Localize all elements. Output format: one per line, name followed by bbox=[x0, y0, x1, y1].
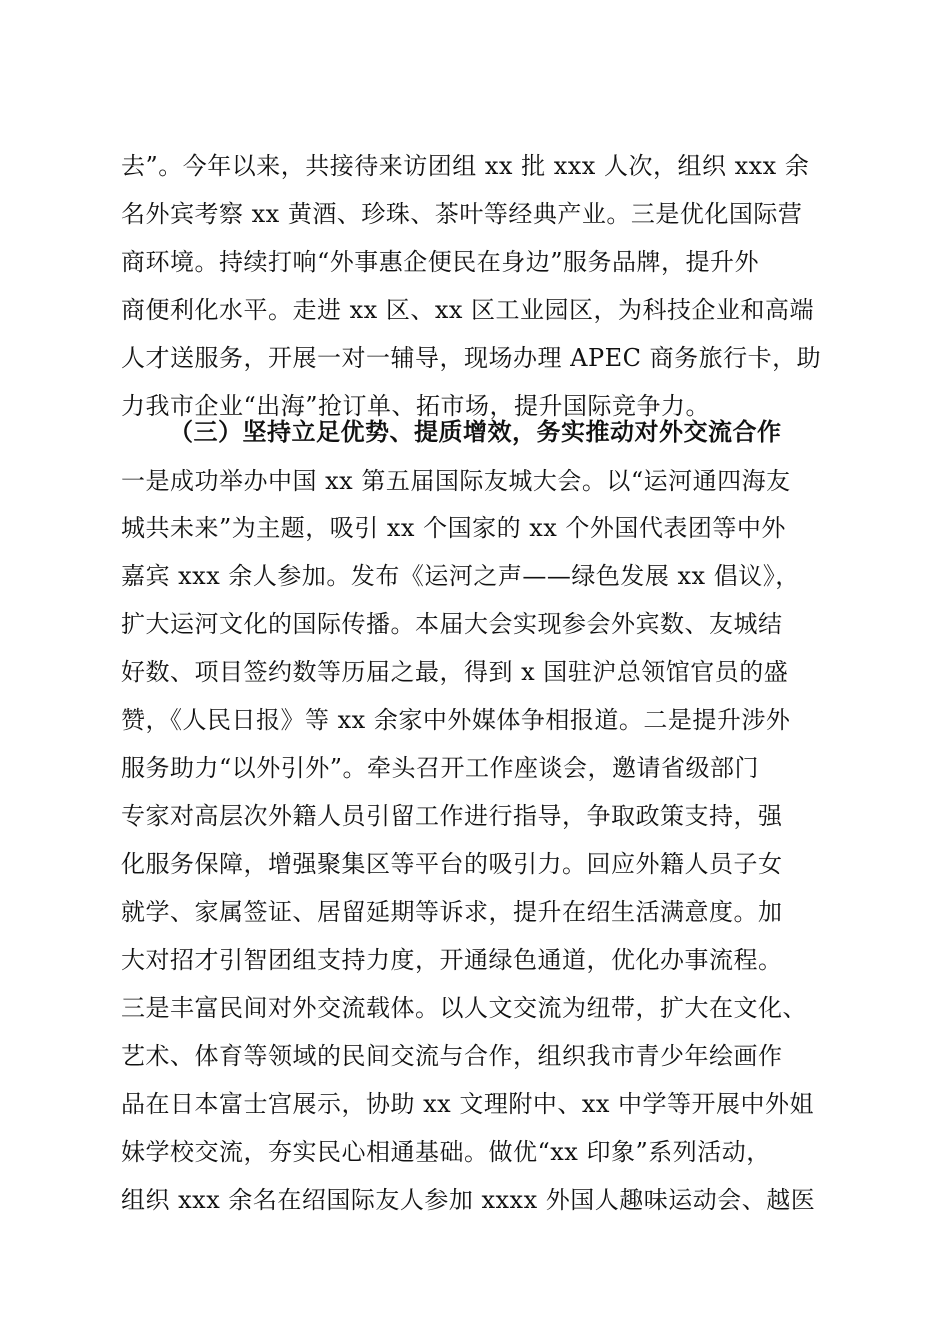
text-line: 力我市企业“出海”抢订单、拓市场，提升国际竞争力。 bbox=[121, 392, 711, 420]
text-line: 服务助力“以外引外”。牵头召开工作座谈会，邀请省级部门 bbox=[121, 754, 760, 782]
text-line: 一是成功举办中国 xx 第五届国际友城大会。以“运河通四海友 bbox=[121, 467, 791, 495]
text-line: 人才送服务，开展一对一辅导，现场办理 APEC 商务旅行卡，助 bbox=[121, 344, 822, 372]
text-line: 化服务保障，增强聚集区等平台的吸引力。回应外籍人员子女 bbox=[121, 850, 783, 878]
text-line: 名外宾考察 xx 黄酒、珍珠、茶叶等经典产业。三是优化国际营 bbox=[121, 200, 803, 228]
text-line: 扩大运河文化的国际传播。本届大会实现参会外宾数、友城结 bbox=[121, 610, 783, 638]
text-line: 专家对高层次外籍人员引留工作进行指导，争取政策支持，强 bbox=[121, 802, 783, 830]
text-line: 嘉宾 xxx 余人参加。发布《运河之声——绿色发展 xx 倡议》， bbox=[121, 562, 800, 590]
text-line: 商便利化水平。走进 xx 区、xx 区工业园区，为科技企业和高端 bbox=[121, 296, 815, 324]
text-line: 去”。今年以来，共接待来访团组 xx 批 xxx 人次，组织 xxx 余 bbox=[121, 152, 810, 180]
text-line: 三是丰富民间对外交流载体。以人文交流为纽带，扩大在文化、 bbox=[121, 994, 807, 1022]
text-line: 组织 xxx 余名在绍国际友人参加 xxxx 外国人趣味运动会、越医 bbox=[121, 1186, 816, 1214]
text-line: 艺术、体育等领域的民间交流与合作，组织我市青少年绘画作 bbox=[121, 1042, 783, 1070]
text-line: 妹学校交流，夯实民心相通基础。做优“xx 印象”系列活动， bbox=[121, 1138, 771, 1166]
text-line: 好数、项目签约数等历届之最，得到 x 国驻沪总领馆官员的盛 bbox=[121, 658, 789, 686]
text-line: 赞，《人民日报》等 xx 余家中外媒体争相报道。二是提升涉外 bbox=[121, 706, 791, 734]
text-line: 大对招才引智团组支持力度，开通绿色通道，优化办事流程。 bbox=[121, 946, 783, 974]
section-heading: （三）坚持立足优势、提质增效，务实推动对外交流合作 bbox=[169, 417, 782, 446]
text-line: 就学、家属签证、居留延期等诉求，提升在绍生活满意度。加 bbox=[121, 898, 783, 926]
text-line: 城共未来”为主题，吸引 xx 个国家的 xx 个外国代表团等中外 bbox=[121, 514, 786, 542]
text-line: 商环境。持续打响“外事惠企便民在身边”服务品牌，提升外 bbox=[121, 248, 760, 276]
text-line: 品在日本富士宫展示，协助 xx 文理附中、xx 中学等开展中外姐 bbox=[121, 1090, 815, 1118]
